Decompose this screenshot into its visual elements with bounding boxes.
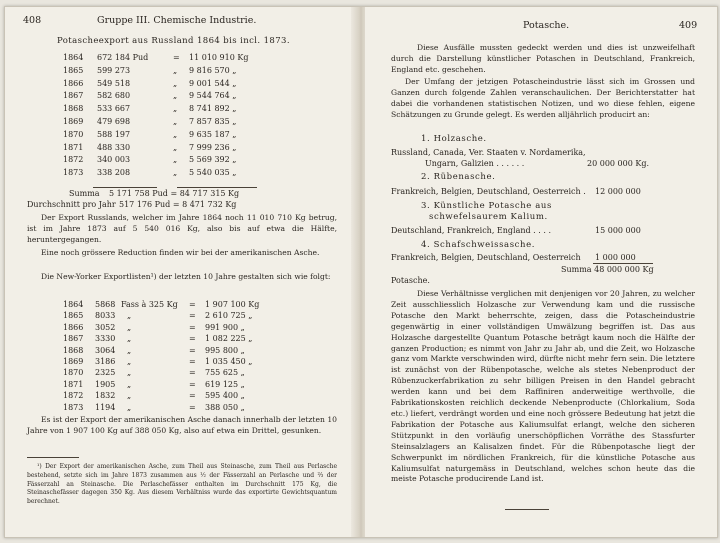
table2-count: 3064 bbox=[95, 345, 116, 355]
right-para-3: Diese Verhältnisse verglichen mit denjenigen vor 20 Jahren, zu welcher Zeit ausschliesslich Holzasche zur Verwendung kam und die russische Potasche den Markt beherrschte, zeigen, dass die Potascheindustrie gegenwärtig in einer vollständigen Umwälzung begriffen ist. Das aus Holzasche dargestellte Quantum Potasche beträgt kaum noch die Hälfte der ganzen Production; es nimmt von Jahr zu Jahr ab, und die Zeit, wo Holzasche ganz vom Markte verschwinden wird, dürfte nicht mehr fern sein. Die letztere ist zunächst von der Rübenpotasche, welche als stetes Nebenproduct der Rübenzuckerfabrikation zu sehr billigen Preisen in den Handel gebracht werden kann und bei dem Raffiniren anderweitige werthvolle, die Fabrikationskosten reichlich deckende Nebenproducte (Chlorkalium, Soda etc.) liefert, verdrängt worden und eine noch grössere Bedeutung hat jetzt die Fabrikation der Potasche aus Kaliumsulfat erlangt, welche den sicheren Stützpunkt in den vorläufig unerschöpflichen Vorräthe des Stassfurter Steinsalzlagers an Kalisalzen findet. Für die Rübenpotasche liegt der Schwerpunkt im nördlichen Frankreich, für die künstliche Potasche aus Kaliumsulfat naturgemäss in Deutschland, welches schon heute das die meiste Potasche producirende Land ist. bbox=[391, 289, 695, 484]
table2-eq: = bbox=[189, 345, 196, 355]
table2-unit: „ bbox=[127, 368, 132, 378]
table2-year: 1869 bbox=[63, 357, 84, 366]
table2-count: 3186 bbox=[95, 357, 116, 366]
table2-unit: „ bbox=[127, 345, 132, 355]
table1-year: 1873 bbox=[63, 168, 84, 178]
table1-eq: „ bbox=[173, 142, 178, 152]
table1-pud: 338 208 bbox=[97, 168, 131, 178]
table2-year: 1873 bbox=[63, 402, 84, 412]
left-para-1: Der Export Russlands, welcher im Jahre 1864 noch 11 010 710 Kg betrug, ist im Jahre 1873 auf 5 540 016 Kg, also bis auf etwa die Hälfte, heruntergegangen. bbox=[27, 213, 337, 244]
table2-unit: „ bbox=[127, 334, 132, 344]
cat4-value: 1 000 000 bbox=[595, 253, 636, 262]
cat1-line1: Russland, Canada, Ver. Staaten v. Nordamerika, bbox=[391, 148, 586, 157]
table2-kg: 1 082 225 „ bbox=[205, 334, 253, 344]
table2-eq: = bbox=[189, 391, 196, 401]
table2-eq: = bbox=[189, 322, 196, 332]
table2-eq: = bbox=[189, 334, 196, 344]
page-number-left: 408 bbox=[23, 15, 42, 26]
table1-pud: 488 330 bbox=[97, 142, 131, 152]
cat2-heading: 2. Rübenasche. bbox=[421, 172, 496, 182]
table2-unit: „ bbox=[127, 311, 132, 321]
table1-year: 1869 bbox=[63, 117, 84, 126]
table1-pud: 599 273 bbox=[97, 65, 131, 75]
cat2-value: 12 000 000 bbox=[595, 187, 641, 196]
table2-kg: 991 900 „ bbox=[205, 322, 245, 332]
table2-count: 1905 bbox=[95, 379, 116, 389]
cat3-heading2: schwefelsaurem Kalium. bbox=[429, 212, 548, 222]
table2-kg: 755 625 „ bbox=[205, 368, 245, 378]
table2-year: 1867 bbox=[63, 334, 84, 344]
book-spread bbox=[4, 6, 718, 538]
table1-eq: „ bbox=[173, 155, 178, 165]
table2-count: 5868 bbox=[95, 300, 116, 309]
table2-kg: 1 907 100 Kg bbox=[205, 300, 260, 309]
table2-eq: = bbox=[189, 300, 196, 309]
cat1-heading: 1. Holzasche. bbox=[421, 134, 487, 144]
cat3-line1: Deutschland, Frankreich, England . . . . bbox=[391, 226, 551, 235]
table2-year: 1872 bbox=[63, 391, 84, 401]
table2-kg: 595 400 „ bbox=[205, 391, 245, 401]
table1-eq: „ bbox=[173, 78, 178, 88]
running-head-left: Gruppe III. Chemische Industrie. bbox=[97, 15, 257, 26]
table1-kg: 9 816 570 „ bbox=[189, 65, 237, 75]
table1-pud: 549 518 bbox=[97, 78, 131, 88]
table2-count: 3330 bbox=[95, 334, 116, 344]
left-para-2: Eine noch grössere Reduction finden wir bei der amerikanischen Asche. bbox=[41, 248, 320, 257]
table1-kg: 7 857 835 „ bbox=[189, 117, 237, 126]
left-para-4: Es ist der Export der amerikanischen Asche danach innerhalb der letzten 10 Jahre von 1 907 100 Kg auf 388 050 Kg, also auf etwa ein Drittel, gesunken. bbox=[27, 415, 337, 435]
table2-year: 1864 bbox=[63, 300, 84, 309]
table2-kg: 2 610 725 „ bbox=[205, 311, 253, 321]
right-para-2: Der Umfang der jetzigen Potascheindustrie lässt sich im Grossen und Ganzen durch folgende Zahlen veranschaulichen. Der Berichterstatter hat dabei die vorhandenen statistischen Notizen, und wo diese fehlen, eigene Schätzungen zu Grunde gelegt. Es werden alljährlich producirt an: bbox=[391, 77, 695, 119]
sum-rule-pud bbox=[93, 187, 157, 188]
table2-eq: = bbox=[189, 311, 196, 321]
footnote: ¹) Der Export der amerikanischen Asche, zum Theil aus Steinasche, zum Theil aus Perlasche bestehend, setzte sich im Jahre 1873 zusammen aus ½ der Fässerzahl an Perlasche und ⅔ der Fässerzahl an Steinasche. Die Perlaschefässer enthalten im Durchschnitt 175 Kg, die Steinaschefässer dagegen 350 Kg. Aus diesem Verhältniss wurde das exportirte Gewichtsquantum berechnet. bbox=[27, 463, 337, 506]
table2-kg: 1 035 450 „ bbox=[205, 357, 253, 366]
table2-year: 1865 bbox=[63, 311, 84, 321]
table1-eq: „ bbox=[173, 129, 178, 139]
table2-unit: „ bbox=[127, 357, 132, 366]
page-number-right: 409 bbox=[679, 20, 698, 31]
footnote-rule bbox=[27, 457, 79, 458]
table1-kg: 8 741 892 „ bbox=[189, 104, 237, 114]
table2-count: 8033 bbox=[95, 311, 116, 321]
end-rule bbox=[505, 509, 549, 510]
table1-year: 1872 bbox=[63, 155, 84, 165]
table2-unit: Fass à 325 Kg bbox=[121, 300, 178, 309]
table2-eq: = bbox=[189, 402, 196, 412]
sum-label: Summa bbox=[69, 189, 100, 198]
summa: Summa 48 000 000 Kg bbox=[561, 265, 654, 274]
table2-year: 1871 bbox=[63, 379, 84, 389]
table1-year: 1870 bbox=[63, 129, 84, 139]
table1-eq: „ bbox=[173, 117, 178, 126]
table1-year: 1865 bbox=[63, 65, 84, 75]
table1-pud: 672 184 Pud bbox=[97, 53, 149, 62]
table2-eq: = bbox=[189, 379, 196, 389]
cat4-line1: Frankreich, Belgien, Deutschland, Oesterreich bbox=[391, 253, 581, 262]
summa-rule bbox=[593, 263, 653, 264]
table2-count: 1832 bbox=[95, 391, 116, 401]
table1-title: Potascheexport aus Russland 1864 bis incl. 1873. bbox=[57, 36, 290, 46]
table2-kg: 995 800 „ bbox=[205, 345, 245, 355]
cat1-value: 20 000 000 Kg. bbox=[587, 159, 649, 168]
left-para-3: Die New-Yorker Exportlisten¹) der letzten 10 Jahre gestalten sich wie folgt: bbox=[41, 272, 331, 281]
table2-unit: „ bbox=[127, 322, 132, 332]
table1-year: 1868 bbox=[63, 104, 84, 114]
table2-count: 2325 bbox=[95, 368, 116, 378]
table1-eq: „ bbox=[173, 91, 178, 101]
sum-value: 5 171 758 Pud = 84 717 315 Kg bbox=[109, 189, 240, 198]
table1-eq: = bbox=[173, 53, 180, 62]
table1-eq: „ bbox=[173, 168, 178, 178]
table2-unit: „ bbox=[127, 391, 132, 401]
table2-year: 1870 bbox=[63, 368, 84, 378]
cat3-heading: 3. Künstliche Potasche aus bbox=[421, 201, 552, 211]
table2-kg: 619 125 „ bbox=[205, 379, 245, 389]
table1-year: 1871 bbox=[63, 142, 84, 152]
table1-eq: „ bbox=[173, 104, 178, 114]
table2-year: 1868 bbox=[63, 345, 84, 355]
table2-unit: „ bbox=[127, 402, 132, 412]
table1-year: 1864 bbox=[63, 53, 84, 62]
table2-year: 1866 bbox=[63, 322, 84, 332]
table1-kg: 7 999 236 „ bbox=[189, 142, 237, 152]
table1-pud: 588 197 bbox=[97, 129, 131, 139]
cat1-line2: Ungarn, Galizien . . . . . . bbox=[425, 159, 525, 168]
table2-eq: = bbox=[189, 368, 196, 378]
summa-word: Potasche. bbox=[391, 276, 430, 285]
cat2-line1: Frankreich, Belgien, Deutschland, Oesterreich . bbox=[391, 187, 586, 196]
table1-year: 1866 bbox=[63, 78, 84, 88]
table1-kg: 9 635 187 „ bbox=[189, 129, 237, 139]
table1-year: 1867 bbox=[63, 91, 84, 101]
right-page bbox=[365, 7, 717, 537]
table1-pud: 479 698 bbox=[97, 117, 131, 126]
table1-kg: 9 544 764 „ bbox=[189, 91, 237, 101]
table2-kg: 388 050 „ bbox=[205, 402, 245, 412]
right-para-1: Diese Ausfälle mussten gedeckt werden und dies ist unzweifelhaft durch die Darstellung künstlicher Potaschen in Deutschland, Frankreich, England etc. geschehen. bbox=[391, 43, 695, 74]
left-page bbox=[5, 7, 357, 537]
running-head-right: Potasche. bbox=[523, 20, 570, 31]
table1-eq: „ bbox=[173, 65, 178, 75]
table1-kg: 5 540 035 „ bbox=[189, 168, 237, 178]
table1-kg: 5 569 392 „ bbox=[189, 155, 237, 165]
table1-pud: 582 680 bbox=[97, 91, 131, 101]
avg-label: Durchschnitt pro Jahr bbox=[27, 200, 116, 209]
sum-rule-kg bbox=[177, 187, 257, 188]
cat3-value: 15 000 000 bbox=[595, 226, 641, 235]
table1-pud: 340 003 bbox=[97, 155, 131, 165]
table2-count: 3052 bbox=[95, 322, 116, 332]
table1-kg: 11 010 910 Kg bbox=[189, 53, 249, 62]
table2-eq: = bbox=[189, 357, 196, 366]
table1-kg: 9 001 544 „ bbox=[189, 78, 237, 88]
table2-unit: „ bbox=[127, 379, 132, 389]
table2-count: 1194 bbox=[95, 402, 116, 412]
avg-value: 517 176 Pud = 8 471 732 Kg bbox=[119, 200, 237, 209]
cat4-heading: 4. Schafschweissasche. bbox=[421, 240, 536, 250]
table1-pud: 533 667 bbox=[97, 104, 131, 114]
